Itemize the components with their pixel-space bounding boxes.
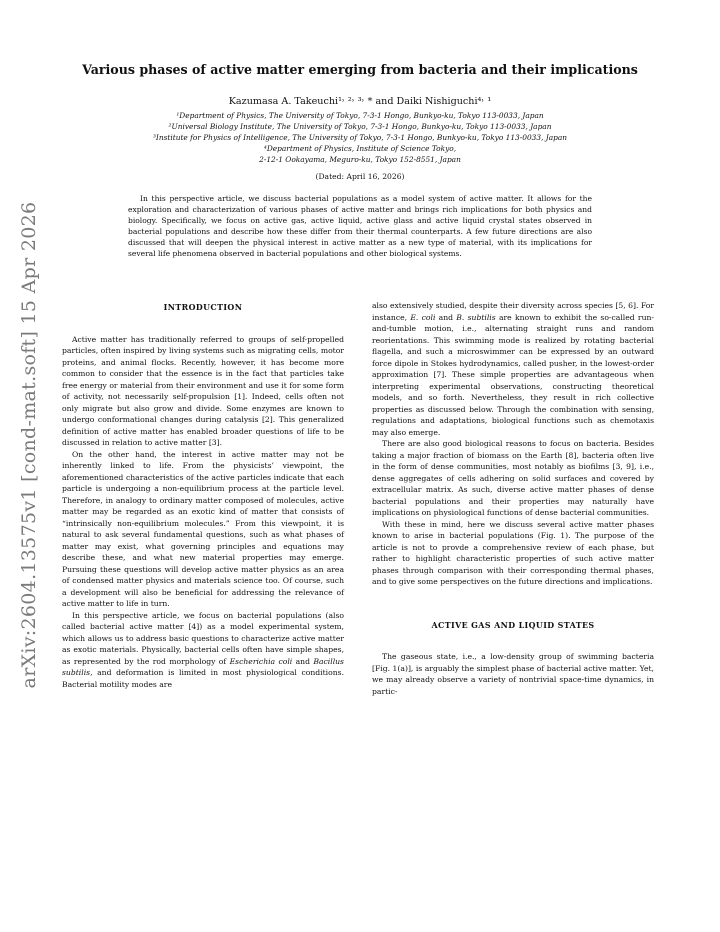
abstract: In this perspective article, we discuss bacterial populations as a model system of active matter. It allows for the exploration and characterization of various phases of active matter and brings rich implications for both physics and biology. Specifically, we focus on active gas, active liquid, active glass and active liquid crystal states observed in bacterial populations and describe how these differ from their thermal counterparts. A few future directions are also discussed that will deepen the physical interest in active matter as a new type of material, with its implications for several life phenomena observed in bacterial populations and other biological systems. bbox=[128, 194, 592, 258]
gas-paragraph-1: The gaseous state, i.e., a low-density group of swimming bacteria [Fig. 1(a)], is arguably the simplest phase of bacterial active matter. Yet, we may already observe a variety of nontrivial space-time dynamics, in partic- bbox=[372, 652, 654, 696]
date-line: (Dated: April 16, 2026) bbox=[315, 172, 405, 181]
intro-paragraph-1: Active matter has traditionally referred to groups of self-propelled particles, often inspired by living systems such as migrating cells, motor proteins, and animal flocks. Recently, however, it has become more common to consider that the essence is in the fact that particles take free energy or material from their environment and use it for some form of activity, not necessarily self-propulsion [1]. Indeed, cells often not only migrate but also grow and divide. Some enzymes are known to undergo conformational changes during catalysis [2]. This generalized definition of active matter has enabled broader questions of life to be discussed in relation to active matter [3]. bbox=[62, 334, 344, 448]
text-run: and bbox=[435, 312, 457, 322]
paper-title: Various phases of active matter emerging from bacteria and their implications bbox=[82, 62, 638, 77]
section-heading-active-gas: ACTIVE GAS AND LIQUID STATES bbox=[431, 620, 595, 630]
section-heading-introduction: INTRODUCTION bbox=[163, 303, 243, 312]
affiliation-4-address: 2-12-1 Ookayama, Meguro-ku, Tokyo 152-8551, Japan bbox=[259, 155, 461, 164]
species-name: B. subtilis bbox=[456, 312, 496, 322]
body-paragraph-biology: There are also good biological reasons to focus on bacteria. Besides taking a major fraction of biomass on the Earth [8], bacteria often live in the form of dense communities, most notably as biofilms [3, 9], i.e., dense aggregates of cells adhering on solid surfaces and covered by extracellular matrix. As such, diverse active matter phases of dense bacterial populations and their properties may naturally have implications on physiological functions of dense bacterial communities. bbox=[372, 439, 654, 518]
intro-paragraph-3 bbox=[62, 610, 344, 691]
text-run: and bbox=[292, 656, 314, 666]
body-paragraph-continued bbox=[372, 300, 654, 438]
species-name: E. coli bbox=[410, 312, 436, 322]
body-paragraph-purpose: With these in mind, here we discuss several active matter phases known to arise in bacterial populations (Fig. 1). The purpose of the article is not to provde a comprehensive review of each phase, but rather to highlight characteristic properties of such active matter phases through comparison with their corresponding thermal phases, and to give some perspectives on the future directions and implications. bbox=[372, 519, 654, 587]
affiliation-3: ³Institute for Physics of Intelligence, The University of Tokyo, 7-3-1 Hongo, Bunkyo-ku, Tokyo 113-0033, Japan bbox=[152, 133, 568, 142]
affiliation-1: ¹Department of Physics, The University of Tokyo, 7-3-1 Hongo, Bunkyo-ku, Tokyo 113-0033, Japan bbox=[176, 111, 544, 120]
author-list: Kazumasa A. Takeuchi¹˒ ²˒ ³˒ * and Daiki Nishiguchi⁴˒ ¹ bbox=[228, 96, 492, 107]
species-name: Bacillus subtilis bbox=[62, 656, 344, 678]
right-column bbox=[372, 300, 654, 697]
text-run: , and deformation is limited in most physiological conditions. Bacterial motility modes are bbox=[62, 668, 344, 689]
text-run: also extensively studied, despite their diversity across species [5, 6]. For instance, bbox=[372, 301, 654, 322]
text-run: are known to exhibit the so-called run-and-tumble motion, i.e., alternating straight runs and random reorientations. This swimming mode is realized by rotating bacterial flagella, and such a microswimmer can be expressed by an outward force dipole in Stokes hydrodynamics, called pusher, in the lowest-order approximation [7]. These simple properties are advantageous when interpreting experimental observations, constructing theoretical models, and so forth. Nevertheless, they result in rich collective properties as discussed below. Through the combination with sensing, regulations and adaptations, biological functions such as chemotaxis may also emerge. bbox=[372, 312, 654, 437]
affiliation-2: ²Universal Biology Institute, The University of Tokyo, 7-3-1 Hongo, Bunkyo-ku, Tokyo 113-0033, Japan bbox=[168, 122, 552, 131]
left-column bbox=[62, 300, 344, 691]
arxiv-id: arXiv:2604.13575v1 [cond-mat.soft] 15 Apr 2026 bbox=[18, 201, 40, 689]
arxiv-stamp bbox=[14, 201, 44, 689]
intro-paragraph-2: On the other hand, the interest in active matter may not be inherently linked to life. From the physicists’ viewpoint, the aforementioned characteristics of the active particles indicate that each particle is undergoing a non-equilibrium process at the particle level. Therefore, in analogy to ordinary matter composed of molecules, active matter may be regarded as an exotic kind of matter that consists of “intrinsically non-equilibrium molecules.” From this viewpoint, it is natural to ask several fundamental questions, such as what phases of matter may exist, what governing principles and equations may describe these, and what new material properties may emerge. Pursuing these questions will develop active matter physics as an area of condensed matter physics and materials science too. Of course, such a development will also be beneficial for addressing the relevance of active matter to life in turn. bbox=[62, 449, 344, 609]
affiliation-4: ⁴Department of Physics, Institute of Science Tokyo, bbox=[263, 144, 457, 153]
species-name: Escherichia coli bbox=[229, 656, 293, 666]
text-run: In this perspective article, we focus on bacterial populations (also called bacterial active matter [4]) as a model experimental system, which allows us to address basic questions to characterize active matter as exotic materials. Physically, bacterial cells often have simple shapes, as represented by the rod morphology of bbox=[62, 610, 344, 666]
affiliations bbox=[60, 110, 660, 165]
